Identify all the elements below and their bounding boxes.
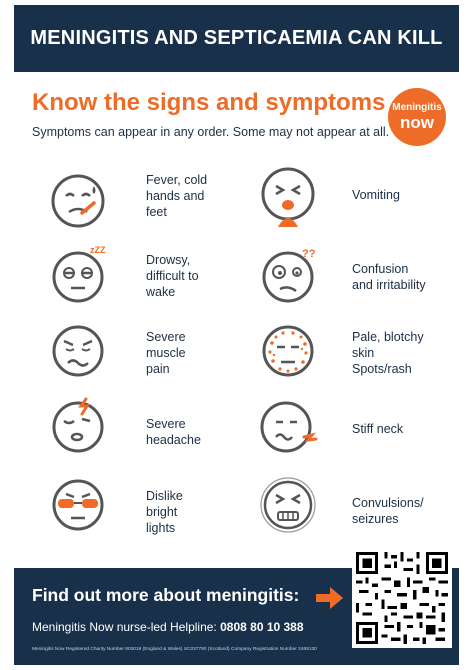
symptom-label: Confusion and irritability bbox=[352, 262, 426, 292]
top-banner bbox=[14, 5, 459, 72]
stiff-neck-face-icon bbox=[256, 397, 320, 461]
confused-face-icon bbox=[256, 243, 320, 307]
legal-text: Meningitis Now Registered Charity Number 803016 (England & Wales) SC037790 (Scotland) Company Registration Number 2469130 bbox=[32, 647, 317, 652]
signs-heading: Know the signs and symptoms bbox=[32, 89, 386, 116]
symptom-label: Dislike bright lights bbox=[146, 489, 183, 535]
symptom-label: Convulsions/ seizures bbox=[352, 496, 424, 526]
pain-face-icon bbox=[46, 319, 110, 383]
symptom-label: Drowsy, difficult to wake bbox=[146, 253, 199, 299]
light-sensitive-face-icon bbox=[46, 473, 110, 537]
poster-title: MENINGITIS AND SEPTICAEMIA CAN KILL bbox=[30, 27, 443, 49]
symptom-label: Pale, blotchy skin Spots/rash bbox=[352, 330, 424, 376]
symptom-label: Fever, cold hands and feet bbox=[146, 173, 208, 219]
logo-line-2: now bbox=[400, 113, 434, 132]
arrow-right-icon bbox=[316, 586, 344, 610]
fever-face-icon bbox=[46, 169, 110, 233]
qr-code[interactable] bbox=[352, 548, 452, 648]
poster bbox=[14, 5, 459, 665]
headache-face-icon bbox=[46, 393, 110, 457]
helpline-number: 0808 80 10 388 bbox=[220, 620, 304, 634]
symptom-label: Severe headache bbox=[146, 417, 201, 447]
symptom-label: Vomiting bbox=[352, 188, 400, 202]
footer-banner bbox=[14, 568, 459, 665]
meningitis-now-logo bbox=[388, 88, 446, 146]
symptom-label: Stiff neck bbox=[352, 422, 404, 436]
drowsy-face-icon bbox=[46, 243, 110, 307]
find-out-heading: Find out more about meningitis: bbox=[32, 585, 300, 605]
vomiting-face-icon bbox=[256, 165, 320, 229]
seizure-face-icon bbox=[256, 473, 320, 537]
signs-subheading: Symptoms can appear in any order. Some may not appear at all. bbox=[32, 125, 390, 139]
rash-face-icon bbox=[256, 319, 320, 383]
helpline-label: Meningitis Now nurse-led Helpline: bbox=[32, 620, 217, 634]
symptom-label: Severe muscle pain bbox=[146, 330, 186, 376]
svg-text:??: ?? bbox=[302, 248, 316, 260]
helpline-text bbox=[32, 620, 304, 634]
svg-text:zZZ: zZZ bbox=[90, 245, 106, 255]
logo-line-1: Meningitis bbox=[392, 102, 442, 113]
